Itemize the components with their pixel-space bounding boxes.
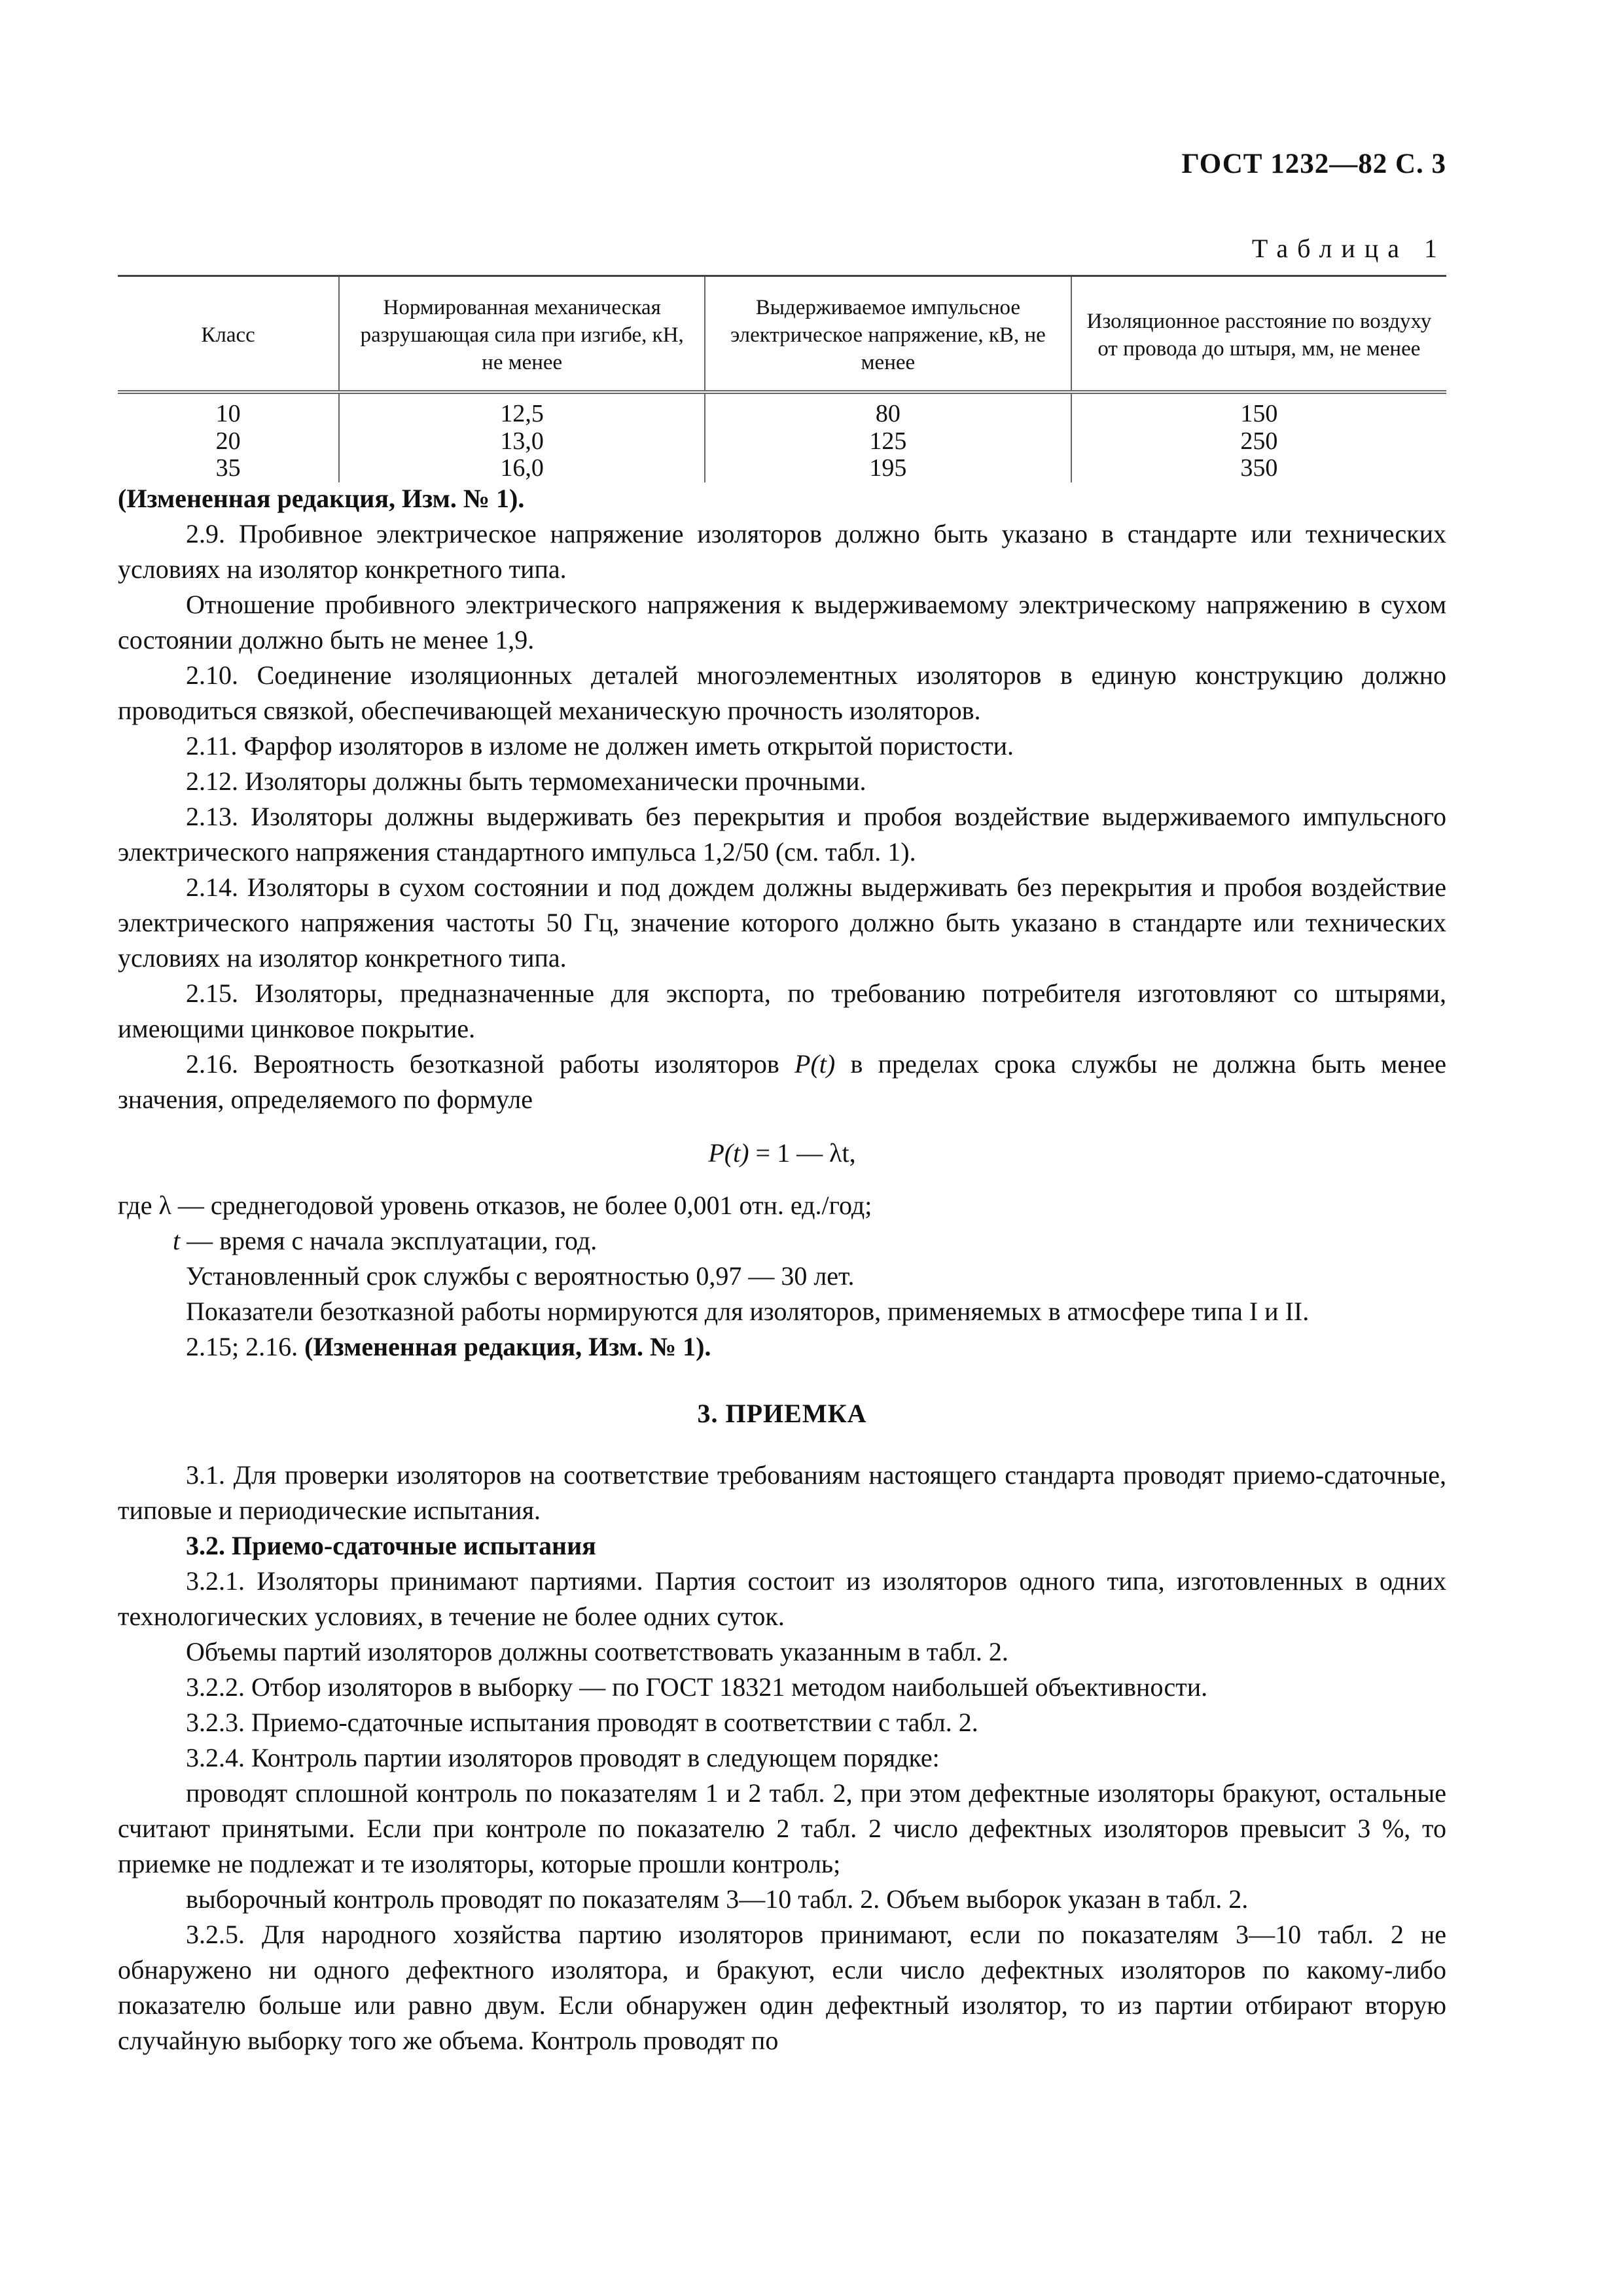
change-note-prefix: 2.15; 2.16. [186,1332,298,1361]
table-1-change-note: (Измененная редакция, Изм. № 1). [118,484,525,513]
table-1 [118,275,1446,482]
table-row [118,428,1446,456]
paragraph-3-2-5: 3.2.5. Для народного хозяйства партию изоляторов принимают, если по показателям 3—10 табл. 2 не обнаружено ни одного дефектного изолятора, и бракуют, если число дефектных изоляторов по какому-либо показателю больше или равно двум. Если обнаружен один дефектный изолятор, то из партии отбирают вторую случайную выборку того же объема. Контроль проводят по [118,1920,1446,2055]
table-cell: 195 [705,455,1071,482]
table-cell: 20 [215,427,241,455]
time-definition: — время с начала эксплуатации, год. [187,1226,597,1255]
table-cell: 12,5 [339,392,705,428]
table-cell: 80 [705,392,1071,428]
paragraph-3-2-4-sample-control: выборочный контроль проводят по показателям 3—10 табл. 2. Объем выборок указан в табл. 2. [186,1884,1249,1914]
paragraph-2-10: 2.10. Соединение изоляционных деталей многоэлементных изоляторов в единую конструкцию должно проводиться связкой, обеспечивающей механическую прочность изоляторов. [118,660,1446,725]
column-header: Нормированная механическая разрушающая сила при изгибе, кН, не менее [339,276,705,392]
column-header: Изоляционное расстояние по воздуху от провода до штыря, мм, не менее [1071,276,1446,392]
paragraph-3-2-4-full-control: проводят сплошной контроль по показателям 1 и 2 табл. 2, при этом дефектные изоляторы бракуют, остальные считают принятыми. Если при контроле по показателю 2 табл. 2 число дефектных изоляторов превысит 3 %, то приемке не подлежат и те изоляторы, которые прошли контроль; [118,1778,1446,1878]
column-header: Выдерживаемое импульсное электрическое напряжение, кВ, не менее [705,276,1071,392]
paragraph-service-life: Установленный срок службы с вероятностью 0,97 — 30 лет. [186,1261,855,1291]
paragraph-2-16-end: в пределах срока службы не должна быть менее значения, определяемого по формуле [118,1049,1447,1114]
paragraph-3-2-4: 3.2.4. Контроль партии изоляторов проводят в следующем порядке: [186,1743,940,1772]
paragraph-2-16 [118,1047,1446,1117]
reliability-formula [118,1136,1446,1171]
formula-rhs: = 1 — λt, [755,1138,856,1168]
table-cell: 350 [1071,455,1446,482]
paragraph-3-2-1: 3.2.1. Изоляторы принимают партиями. Партия состоит из изоляторов одного типа, изготовленных в одних технологических условиях, в течение не более одних суток. [118,1566,1446,1631]
table-cell: 16,0 [339,455,705,482]
paragraph-2-15: 2.15. Изоляторы, предназначенные для экспорта, по требованию потребителя изготовляют со штырями, имеющими цинковое покрытие. [118,978,1446,1043]
paragraph-2-14: 2.14. Изоляторы в сухом состоянии и под дождем должны выдерживать без перекрытия и пробоя воздействие электрического напряжения частоты 50 Гц, значение которого должно быть указано в стандарте или технических условиях на изолятор конкретного типа. [118,872,1446,973]
table-cell: 250 [1071,428,1446,456]
table-cell: 13,0 [339,428,705,456]
section-3-title: 3. ПРИЕМКА [697,1399,867,1428]
paragraph-3-2-3: 3.2.3. Приемо-сдаточные испытания проводят в соответствии с табл. 2. [186,1708,978,1737]
table-cell: 150 [1071,392,1446,428]
paragraph-3-2-2: 3.2.2. Отбор изоляторов в выборку — по ГОСТ 18321 методом наибольшей объективности. [186,1672,1208,1702]
probability-symbol: P(t) [794,1049,836,1079]
table-cell: 35 [215,454,241,482]
paragraph-2-13: 2.13. Изоляторы должны выдерживать без перекрытия и пробоя воздействие выдерживаемого импульсного электрического напряжения стандартного импульса 1,2/50 (см. табл. 1). [118,802,1446,867]
table-cell: 10 [215,399,241,427]
paragraph-3-2-1-volumes: Объемы партий изоляторов должны соответствовать указанным в табл. 2. [186,1637,1008,1666]
subsection-3-2-title: 3.2. Приемо-сдаточные испытания [186,1531,596,1560]
column-header: Класс [118,276,339,392]
paragraph-2-16-start: 2.16. Вероятность безотказной работы изоляторов [186,1049,779,1079]
table-header-row [118,276,1446,392]
change-note-label: (Измененная редакция, Изм. № 1). [304,1332,711,1361]
table-row [118,455,1446,482]
table-cell: 125 [705,428,1071,456]
table-row [118,392,1446,428]
paragraph-3-1: 3.1. Для проверки изоляторов на соответствие требованиям настоящего стандарта проводят приемо-сдаточные, типовые и периодические испытания. [118,1460,1446,1525]
time-symbol: t [173,1226,181,1255]
paragraph-2-9: 2.9. Пробивное электрическое напряжение изоляторов должно быть указано в стандарте или технических условиях на изолятор конкретного типа. [118,519,1446,584]
formula-lhs: P(t) [708,1138,749,1168]
formula-legend-time [118,1223,1446,1259]
paragraph-2-11: 2.11. Фарфор изоляторов в изломе не должен иметь открытой пористости. [186,731,1014,761]
paragraph-reliability-indicators: Показатели безотказной работы нормируются для изоляторов, применяемых в атмосфере типа I и II. [186,1297,1310,1326]
document-body [118,481,1446,2058]
table-caption: Таблица 1 [1251,234,1446,263]
formula-legend-lambda: где λ — среднегодовой уровень отказов, не более 0,001 отн. ед./год; [118,1191,872,1220]
paragraph-2-9-ratio: Отношение пробивного электрического напряжения к выдерживаемому электрическому напряжению в сухом состоянии должно быть не менее 1,9. [118,590,1446,655]
paragraph-change-note [118,1329,1446,1365]
page-header: ГОСТ 1232—82 С. 3 [1181,149,1446,179]
paragraph-2-12: 2.12. Изоляторы должны быть термомеханически прочными. [186,766,866,796]
